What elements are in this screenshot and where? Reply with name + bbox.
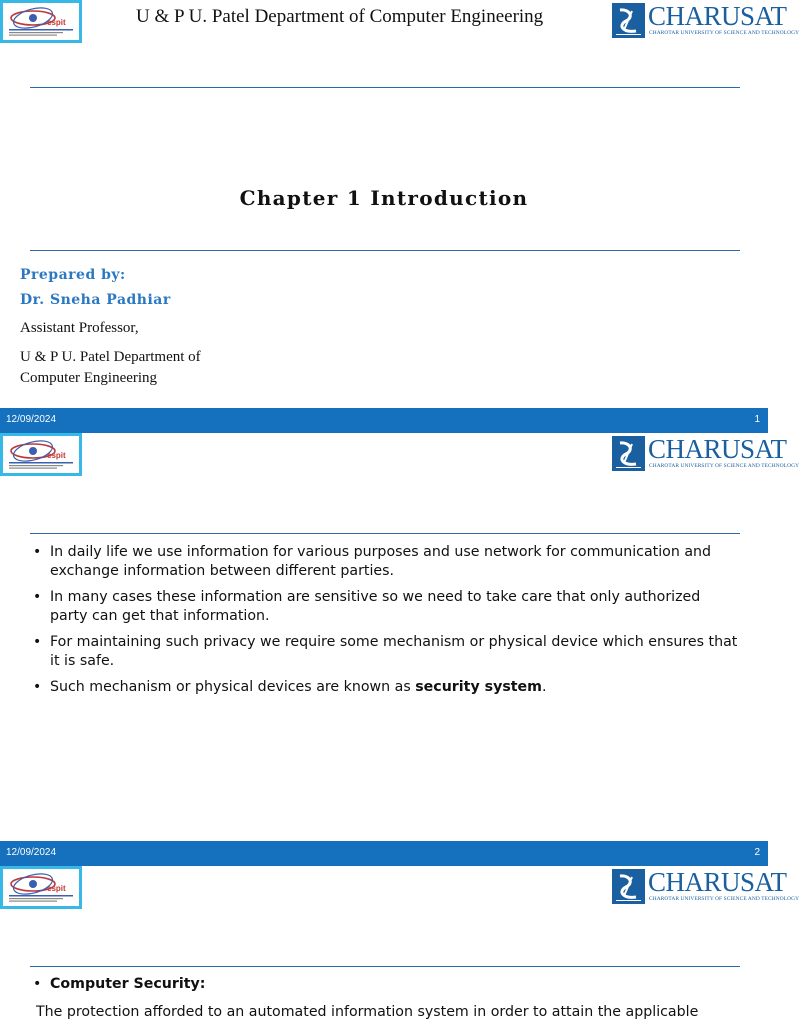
charusat-emblem-icon xyxy=(612,436,645,471)
charusat-emblem-icon xyxy=(612,3,645,38)
footer-date: 12/09/2024 xyxy=(6,847,57,858)
charusat-subtitle: CHAROTAR UNIVERSITY OF SCIENCE AND TECHNOLOGY xyxy=(649,896,799,902)
page-number: 2 xyxy=(754,847,760,858)
slide-3 xyxy=(0,866,799,1024)
bullet-item: • For maintaining such privacy we require some mechanism or physical device which ensures that it is safe. xyxy=(30,633,742,670)
charusat-wordmark: CHARUSAT xyxy=(648,867,787,897)
divider xyxy=(30,533,740,534)
bullet-period: . xyxy=(541,679,547,695)
divider xyxy=(30,87,740,88)
author-affiliation-line2: Computer Engineering xyxy=(20,370,158,386)
bullet-list xyxy=(30,543,742,705)
slide-footer xyxy=(0,408,768,433)
charusat-emblem-icon xyxy=(612,869,645,904)
chapter-title: Chapter 1 Introduction xyxy=(239,186,529,210)
department-title: U & P U. Patel Department of Computer Engineering xyxy=(136,6,544,27)
author-name: Dr. Sneha Padhiar xyxy=(20,292,171,308)
slide-1 xyxy=(0,0,799,433)
cspit-logo xyxy=(0,0,82,43)
prepared-by-label: Prepared by: xyxy=(20,267,126,283)
charusat-subtitle: CHAROTAR UNIVERSITY OF SCIENCE AND TECHNOLOGY xyxy=(649,463,799,469)
cspit-logo-icon xyxy=(3,3,79,40)
author-designation: Assistant Professor, xyxy=(20,320,139,336)
svg-text:cspit: cspit xyxy=(47,884,66,893)
security-system-term: security system xyxy=(415,679,542,695)
charusat-wordmark: CHARUSAT xyxy=(648,434,787,464)
slide-footer xyxy=(0,841,768,866)
charusat-wordmark: CHARUSAT xyxy=(648,1,787,31)
bullet-text: Such mechanism or physical devices are known as xyxy=(50,679,416,695)
computer-security-heading: • Computer Security: xyxy=(30,976,205,992)
cspit-logo xyxy=(0,433,82,476)
computer-security-definition: The protection afforded to an automated information system in order to attain the applicable xyxy=(36,1004,699,1020)
charusat-logo xyxy=(612,434,799,472)
charusat-logo xyxy=(612,867,799,905)
bullet-item: • In many cases these information are sensitive so we need to take care that only authorized party can get that information. xyxy=(30,588,742,625)
cspit-logo-icon xyxy=(3,869,79,906)
cspit-logo-icon xyxy=(3,436,79,473)
divider xyxy=(30,250,740,251)
divider xyxy=(30,966,740,967)
cspit-logo xyxy=(0,866,82,909)
charusat-subtitle: CHAROTAR UNIVERSITY OF SCIENCE AND TECHNOLOGY xyxy=(649,30,799,36)
bullet-item: • In daily life we use information for various purposes and use network for communication and exchange information between different parties. xyxy=(30,543,742,580)
footer-date: 12/09/2024 xyxy=(6,414,57,425)
bullet-item xyxy=(30,678,742,697)
svg-text:cspit: cspit xyxy=(47,18,66,27)
author-affiliation-line1: U & P U. Patel Department of xyxy=(20,349,201,365)
charusat-logo xyxy=(612,1,799,39)
page-number: 1 xyxy=(754,414,760,425)
slide-2 xyxy=(0,433,799,866)
svg-text:cspit: cspit xyxy=(47,451,66,460)
